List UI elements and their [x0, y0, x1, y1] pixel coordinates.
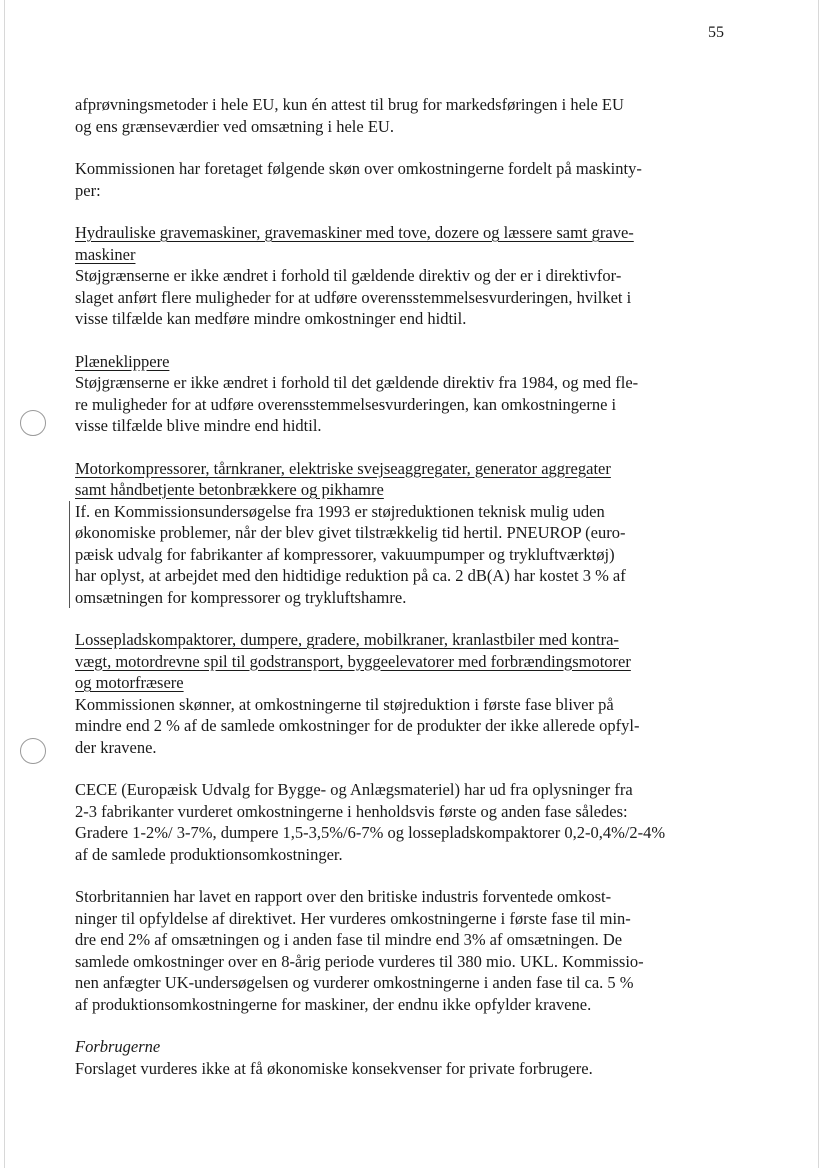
section-lawnmowers: [75, 351, 735, 437]
section-compressors: [75, 458, 735, 609]
page-number: 55: [708, 24, 724, 41]
section-heading: Lossepladskompaktorer, dumpere, gradere, mobilkraner, kranlastbiler med kontra- vægt, motordrevne spil til godstransport, byggeelevatorer med forbrændingsmotorer og motorfræsere: [75, 630, 631, 692]
section-body: Støjgrænserne er ikke ændret i forhold til det gældende direktiv fra 1984, og med fle- re muligheder for at udføre overensstemmelsesvurderingen, kan omkostningerne i visse tilfælde blive mindre end hidtil.: [75, 373, 639, 435]
section-body: Støjgrænserne er ikke ændret i forhold til gældende direktiv og der er i direktivfor- slaget anført flere muligheder for at udføre overensstemmelsesvurderingen, hvilket i visse tilfælde kan medføre mindre omkostninger end hidtil.: [75, 266, 632, 328]
section-heading: Motorkompressorer, tårnkraner, elektriske svejseaggregater, generator aggregater samt håndbetjente betonbrækkere og pikhamre: [75, 458, 611, 499]
section-heading: Plæneklippere: [75, 351, 170, 371]
section-body: Kommissionen skønner, at omkostningerne til støjreduktion i første fase bliver på mindre end 2 % af de samlede omkostninger for de produkter der ikke allerede opfyl- der kravene.: [75, 694, 640, 757]
section-hydraulic-excavators: [75, 222, 735, 330]
scan-edge-right: [818, 0, 819, 1168]
consumers-body: Forslaget vurderes ikke at få økonomiske konsekvenser for private forbrugere.: [75, 1058, 593, 1078]
cost-estimate-intro: Kommissionen har foretaget følgende skøn over omkostningerne fordelt på maskinty- per:: [75, 159, 642, 200]
consumers-heading: Forbrugerne: [75, 1037, 161, 1056]
punch-hole-bottom: [20, 738, 46, 764]
section-compactors: [75, 629, 735, 758]
punch-hole-top: [20, 410, 46, 436]
section-heading: Hydrauliske gravemaskiner, gravemaskiner med tove, dozere og læssere samt grave- maskiner: [75, 223, 634, 264]
cece-paragraph: CECE (Europæisk Udvalg for Bygge- og Anlægsmateriel) har ud fra oplysninger fra 2-3 fabrikanter vurderet omkostningerne i henholdsvis første og anden fase således: Gradere 1-2%/ 3-7%, dumpere 1,5-3,5%/6-7% og lossepladskompaktorer 0,2-0,4%/2-4% af de samlede produktionsomkostninger.: [75, 780, 666, 864]
intro-paragraph: afprøvningsmetoder i hele EU, kun én attest til brug for markedsføringen i hele EU og ens grænseværdier ved omsætning i hele EU.: [75, 95, 624, 136]
section-consumers: [75, 1036, 735, 1079]
scan-edge-left: [4, 0, 5, 1168]
page-body: [75, 94, 735, 1100]
uk-paragraph: Storbritannien har lavet en rapport over den britiske industris forventede omkost- ninger til opfyldelse af direktivet. Her vurderes omkostningerne i første fase til min- dre end 2% af omsætningen og i anden fase til mindre end 3% af omsætningen. De samlede omkostninger over en 8-årig periode vurderes til 380 mio. UKL. Kommissio- nen anfægter UK-undersøgelsen og vurderer omkostningerne i anden fase til ca. 5 % af produktionsomkostningerne for maskiner, der endnu ikke opfylder kravene.: [75, 887, 644, 1014]
section-body-marked: If. en Kommissionsundersøgelse fra 1993 er støjreduktionen teknisk mulig uden økonomiske problemer, når der blev givet tilstrækkelig tid hertil. PNEUROP (euro- pæisk udvalg for fabrikanter af kompressorer, vakuumpumper og trykluftværktøj) har oplyst, at arbejdet med den hidtidige reduktion på ca. 2 dB(A) har kostet 3 % af omsætningen for kompressorer og trykluftshamre.: [69, 501, 735, 609]
